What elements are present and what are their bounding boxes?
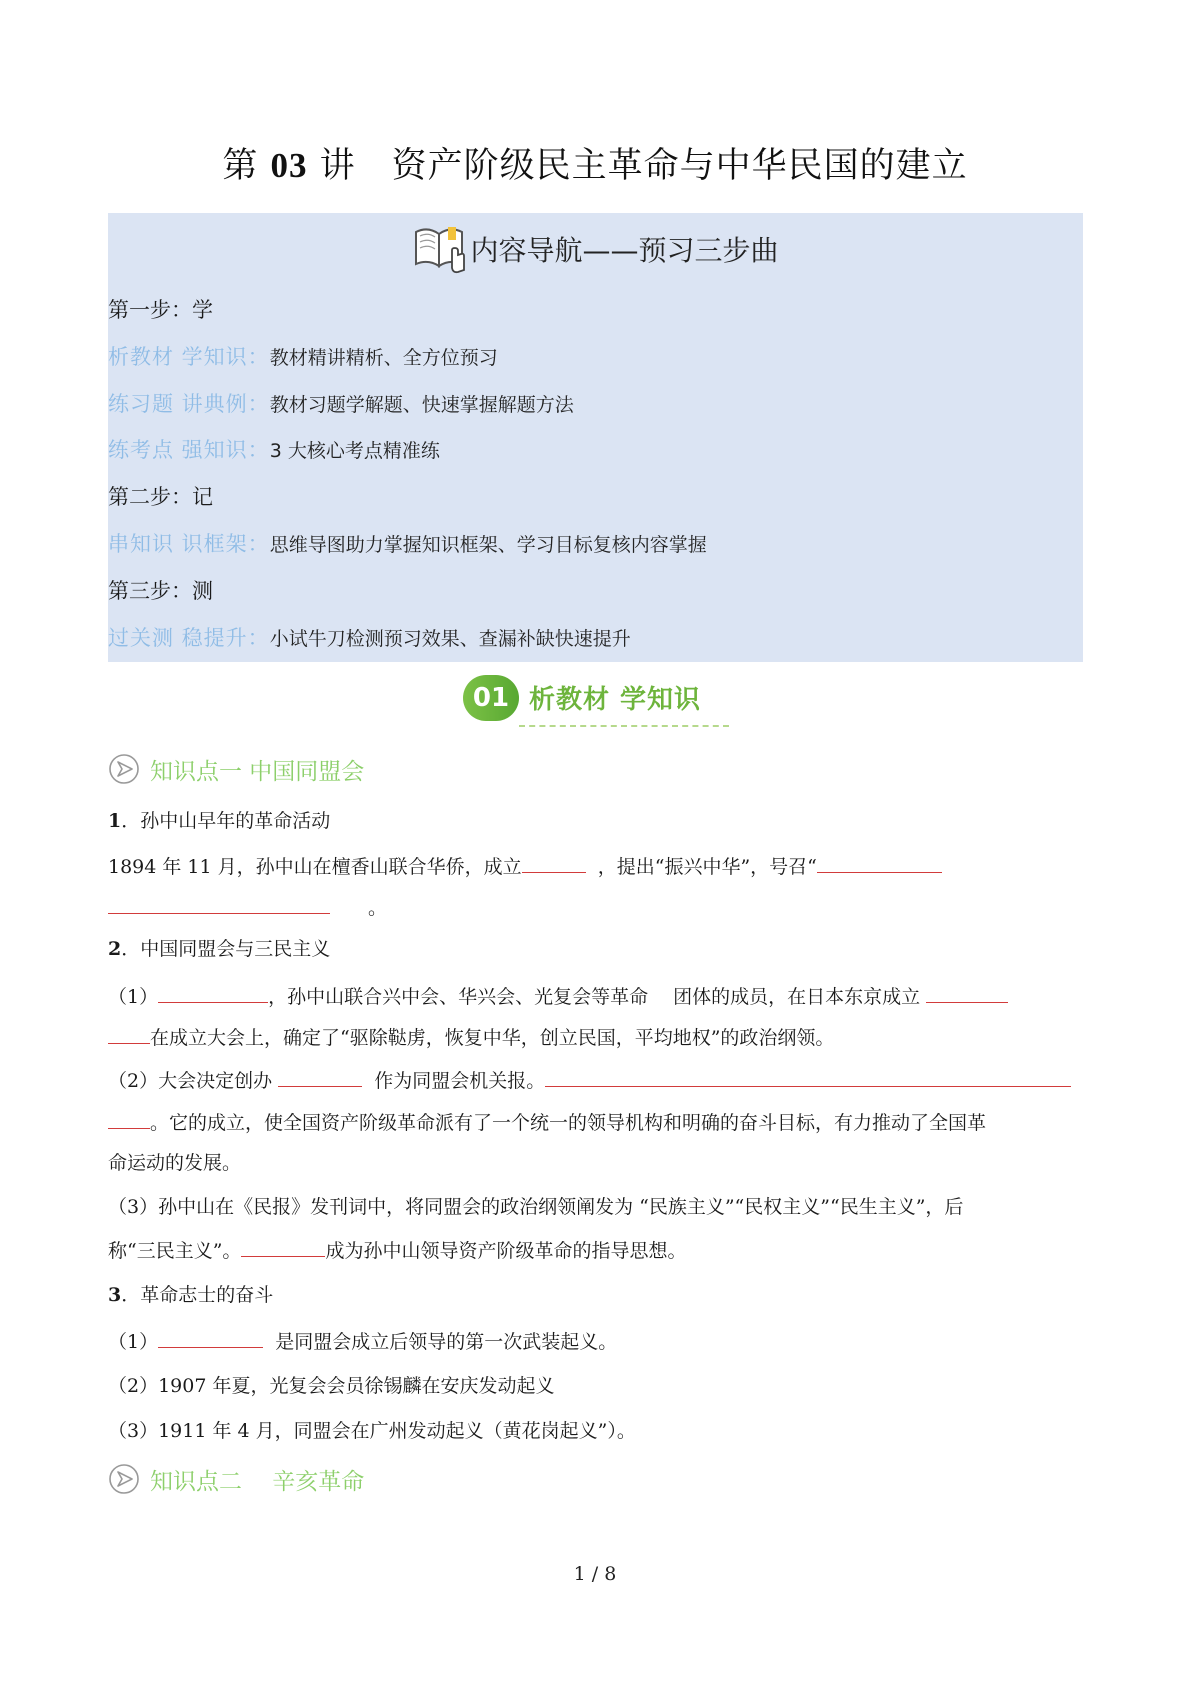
nav-item-analyze-textbook: 析教材 学知识：教材精讲精析、全方位预习 bbox=[108, 345, 498, 369]
arrow-circle-icon bbox=[108, 753, 140, 785]
page-number: 1 / 8 bbox=[573, 1563, 617, 1585]
nav-step-1: 第一步：学 bbox=[108, 298, 213, 322]
section-banner bbox=[463, 675, 733, 731]
fill-blank[interactable] bbox=[545, 1066, 1071, 1087]
nav-item-exam-points: 练考点 强知识：3 大核心考点精准练 bbox=[108, 438, 440, 462]
fill-blank[interactable] bbox=[522, 852, 586, 873]
page-title: 第 03 讲 资产阶级民主革命与中华民国的建立 bbox=[222, 146, 968, 186]
section-banner-title: 析教材 学知识 bbox=[529, 685, 702, 715]
section-3-heading: 3．革命志士的奋斗 bbox=[108, 1284, 274, 1306]
nav-item-checkpoint-test: 过关测 稳提升：小试牛刀检测预习效果、查漏补缺快速提升 bbox=[108, 626, 631, 650]
section-2-line-5: 命运动的发展。 bbox=[108, 1152, 242, 1174]
book-icon bbox=[412, 224, 468, 274]
nav-item-practice-problems: 练习题 讲典例：教材习题学解题、快速掌握解题方法 bbox=[108, 392, 574, 416]
fill-blank[interactable] bbox=[926, 982, 1008, 1003]
knowledge-point-1-heading: 知识点一 中国同盟会 bbox=[108, 751, 364, 787]
fill-blank[interactable] bbox=[241, 1236, 325, 1257]
paragraph-1-line-1: 1894 年 11 月，孙中山在檀香山联合华侨，成立 ，提出“振兴中华”，号召“ bbox=[108, 852, 942, 880]
knowledge-point-2-heading: 知识点二 辛亥革命 bbox=[108, 1461, 364, 1497]
section-3-line-2: （2）1907 年夏，光复会会员徐锡麟在安庆发动起义 bbox=[108, 1375, 555, 1397]
nav-item-knowledge-frame: 串知识 识框架：思维导图助力掌握知识框架、学习目标复核内容掌握 bbox=[108, 532, 707, 556]
section-2-line-4: 。它的成立，使全国资产阶级革命派有了一个统一的领导机构和明确的奋斗目标，有力推动了全国革 bbox=[108, 1108, 986, 1136]
paragraph-1-line-2: 。 bbox=[108, 893, 387, 921]
fill-blank[interactable] bbox=[108, 1108, 150, 1129]
nav-step-3: 第三步：测 bbox=[108, 579, 213, 603]
section-2-line-6: （3）孙中山在《民报》发刊词中，将同盟会的政治纲领阐发为 “民族主义”“民权主义”“民生主义”，后 bbox=[108, 1196, 964, 1218]
section-number-badge: 01 bbox=[463, 675, 519, 721]
fill-blank[interactable] bbox=[108, 893, 330, 914]
content-navigation-box bbox=[108, 213, 1083, 662]
section-2-line-3: （2）大会决定创办 作为同盟会机关报。 bbox=[108, 1066, 1071, 1094]
section-2-line-1: （1） ，孙中山联合兴中会、华兴会、光复会等革命 团体的成员，在日本东京成立 bbox=[108, 982, 1008, 1010]
section-3-line-3: （3）1911 年 4 月，同盟会在广州发动起义（黄花岗起义”）。 bbox=[108, 1420, 636, 1442]
section-2-heading: 2．中国同盟会与三民主义 bbox=[108, 938, 331, 960]
banner-underline bbox=[519, 725, 729, 727]
fill-blank[interactable] bbox=[158, 1327, 263, 1348]
fill-blank[interactable] bbox=[278, 1066, 362, 1087]
section-2-line-2: 在成立大会上，确定了“驱除鞑虏，恢复中华，创立民国，平均地权”的政治纲领。 bbox=[108, 1023, 834, 1051]
arrow-circle-icon bbox=[108, 1463, 140, 1495]
nav-step-2: 第二步：记 bbox=[108, 485, 213, 509]
section-1-heading: 1．孙中山早年的革命活动 bbox=[108, 810, 331, 832]
fill-blank[interactable] bbox=[817, 852, 942, 873]
section-2-line-7: 称“三民主义”。 成为孙中山领导资产阶级革命的指导思想。 bbox=[108, 1236, 686, 1264]
fill-blank[interactable] bbox=[108, 1023, 150, 1044]
nav-heading: 内容导航——预习三步曲 bbox=[108, 221, 1083, 277]
fill-blank[interactable] bbox=[158, 982, 268, 1003]
section-3-line-1: （1） 是同盟会成立后领导的第一次武装起义。 bbox=[108, 1327, 617, 1355]
